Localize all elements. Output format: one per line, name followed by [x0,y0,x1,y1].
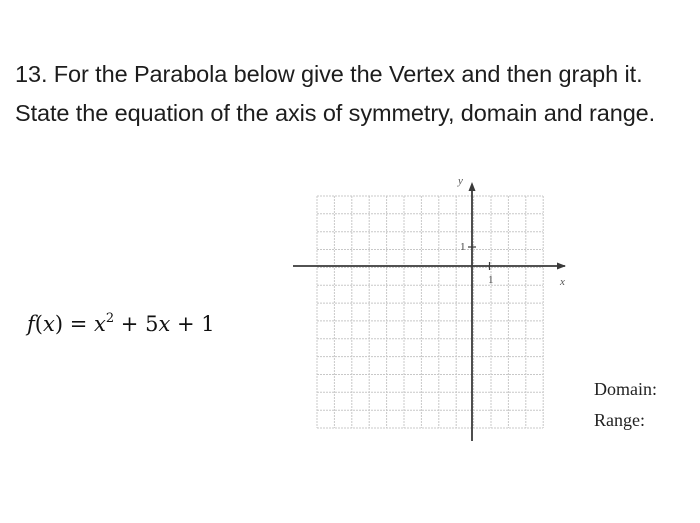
equation-function-name: f [27,312,35,336]
axes [293,182,566,441]
equation-open-paren: ( [34,312,43,336]
range-label: Range: [594,410,645,430]
equation-term2-coefficient: 5 [145,312,159,336]
question-line-1: 13. For the Parabola below give the Vertex and then graph it. [15,61,643,87]
equation-term2-variable: x [158,312,171,336]
equation-plus-1: + [114,312,146,336]
equation-equals: = [63,312,94,336]
y-axis-arrow-icon [469,182,476,191]
question-line-2: State the equation of the axis of symmetry, domain and range. [15,100,656,126]
domain-label: Domain: [594,379,657,399]
question-text [15,55,695,133]
x-axis-label: x [560,276,565,288]
y-tick-label: 1 [460,241,466,253]
grid-lines [317,196,543,428]
equation-term1-base: x [93,312,106,336]
equation-argument: x [42,312,55,336]
equation-close-paren: ) [54,312,64,336]
equation-term1-exponent: 2 [105,311,115,326]
equation-constant: 1 [201,312,215,336]
y-axis-label: y [458,175,463,187]
function-equation [27,311,215,336]
equation-plus-2: + [170,312,202,336]
x-tick-label: 1 [488,274,494,286]
x-axis-arrow-icon [557,263,566,270]
